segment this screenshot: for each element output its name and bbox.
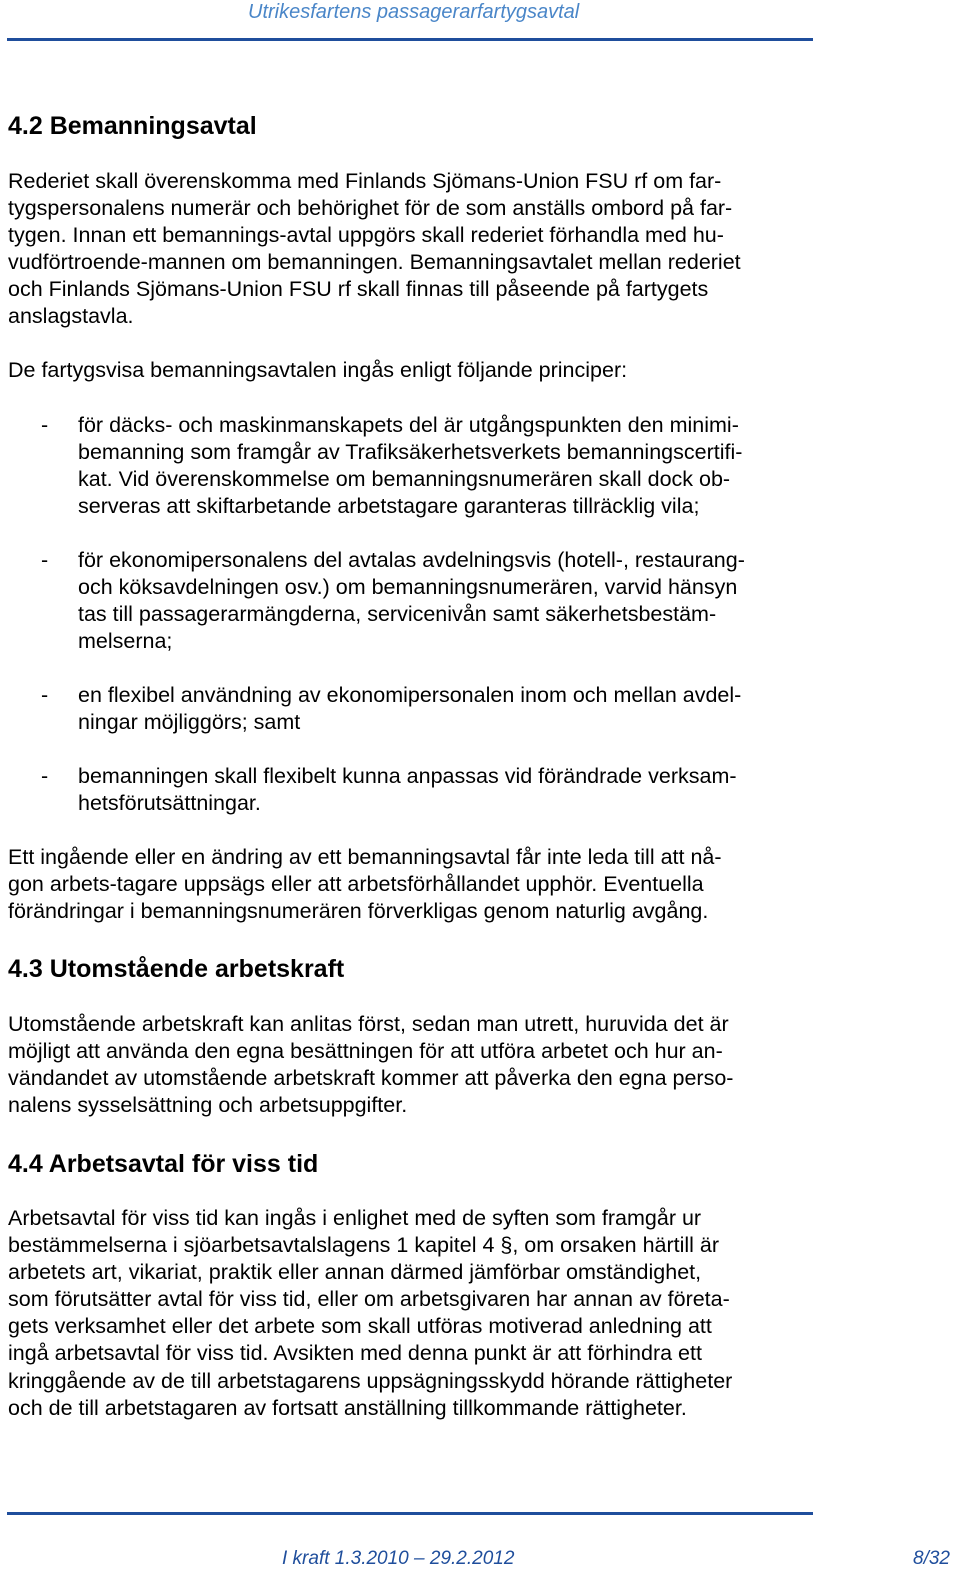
text-line: förändringar i bemanningsnumerären förverkligas genom naturlig avgång. bbox=[8, 899, 709, 924]
section-heading-4-2: 4.2 Bemanningsavtal bbox=[8, 112, 257, 140]
text-line: vändandet av utomstående arbetskraft kommer att påverka den egna perso- bbox=[8, 1066, 734, 1091]
text-line: bestämmelserna i sjöarbetsavtalslagens 1 kapitel 4 §, om orsaken härtill är bbox=[8, 1233, 720, 1258]
text-line: gon arbets-tagare uppsägs eller att arbetsförhållandet upphör. Eventuella bbox=[8, 872, 704, 897]
text-line: och de till arbetstagaren av fortsatt anställning tillkommande rättigheter. bbox=[8, 1395, 687, 1420]
text-line: och köksavdelningen osv.) om bemanningsnumerären, varvid hänsyn bbox=[78, 575, 738, 600]
text-line: för ekonomipersonalens del avtalas avdelningsvis (hotell-, restaurang- bbox=[78, 548, 745, 572]
paragraph bbox=[8, 1205, 818, 1422]
footer-rule bbox=[7, 1512, 813, 1515]
text-line: Arbetsavtal för viss tid kan ingås i enlighet med de syften som framgår ur bbox=[8, 1206, 702, 1230]
text-line: Utomstående arbetskraft kan anlitas först, sedan man utrett, huruvida det är bbox=[8, 1012, 729, 1036]
paragraph bbox=[8, 168, 818, 331]
text-line: tygen. Innan ett bemannings-avtal uppgörs skall rederiet förhandla med hu- bbox=[8, 223, 724, 248]
bullet-dash: - bbox=[41, 683, 49, 707]
text-line: för däcks- och maskinmanskapets del är utgångspunkten den minimi- bbox=[78, 413, 739, 437]
page-number: 8/32 bbox=[913, 1548, 950, 1569]
footer-date: I kraft 1.3.2010 – 29.2.2012 bbox=[282, 1548, 515, 1569]
text-line: Rederiet skall överenskomma med Finlands Sjömans-Union FSU rf om far- bbox=[8, 169, 722, 193]
text-line: gets verksamhet eller det arbete som skall utföras motiverad anledning att bbox=[8, 1314, 712, 1339]
text-line: tygspersonalens numerär och behörighet för de som anställs ombord på far- bbox=[8, 196, 733, 221]
text-line: hetsförutsättningar. bbox=[78, 791, 261, 816]
text-line: arbetets art, vikariat, praktik eller annan därmed jämförbar omständighet, bbox=[8, 1260, 702, 1285]
text-line: anslagstavla. bbox=[8, 304, 134, 329]
paragraph bbox=[8, 844, 818, 925]
text-line: serveras att skiftarbetande arbetstagare garanteras tillräcklig vila; bbox=[78, 494, 700, 519]
text-line: kat. Vid överenskommelse om bemanningsnumerären skall dock ob- bbox=[78, 467, 731, 492]
text-line: bemanningen skall flexibelt kunna anpassas vid förändrade verksam- bbox=[78, 764, 737, 788]
text-line: De fartygsvisa bemanningsavtalen ingås enligt följande principer: bbox=[8, 358, 628, 382]
paragraph bbox=[8, 1011, 818, 1119]
section-heading-4-3: 4.3 Utomstående arbetskraft bbox=[8, 955, 345, 983]
text-line: nalens sysselsättning och arbetsuppgifter. bbox=[8, 1093, 408, 1118]
text-line: vudförtroende-mannen om bemanningen. Bemanningsavtalet mellan rederiet bbox=[8, 250, 741, 275]
text-line: möjligt att använda den egna besättningen för att utföra arbetet och hur an- bbox=[8, 1039, 723, 1064]
text-line: melserna; bbox=[78, 629, 173, 654]
section-heading-4-4: 4.4 Arbetsavtal för viss tid bbox=[8, 1150, 319, 1178]
text-line: tas till passagerarmängderna, servicenivån samt säkerhetsbestäm- bbox=[78, 602, 717, 627]
text-line: ingå arbetsavtal för viss tid. Avsikten med denna punkt är att förhindra ett bbox=[8, 1341, 702, 1366]
text-line: kringgående av de till arbetstagarens uppsägningsskydd hörande rättigheter bbox=[8, 1368, 733, 1393]
bullet-dash: - bbox=[41, 413, 49, 437]
text-line: ningar möjliggörs; samt bbox=[78, 710, 301, 735]
bullet-dash: - bbox=[41, 548, 49, 572]
text-line: och Finlands Sjömans-Union FSU rf skall finnas till påseende på fartygets bbox=[8, 277, 709, 302]
header-title: Utrikesfartens passagerarfartygsavtal bbox=[248, 1, 580, 23]
bullet-dash: - bbox=[41, 764, 49, 788]
text-line: Ett ingående eller en ändring av ett bemanningsavtal får inte leda till att nå- bbox=[8, 845, 722, 869]
paragraph bbox=[8, 357, 818, 384]
text-line: som förutsätter avtal för viss tid, eller om arbetsgivaren har annan av företa- bbox=[8, 1287, 730, 1312]
text-line: bemanning som framgår av Trafiksäkerhetsverkets bemanningscertifi- bbox=[78, 440, 743, 465]
header-rule bbox=[7, 38, 813, 41]
text-line: en flexibel användning av ekonomipersonalen inom och mellan avdel- bbox=[78, 683, 742, 707]
